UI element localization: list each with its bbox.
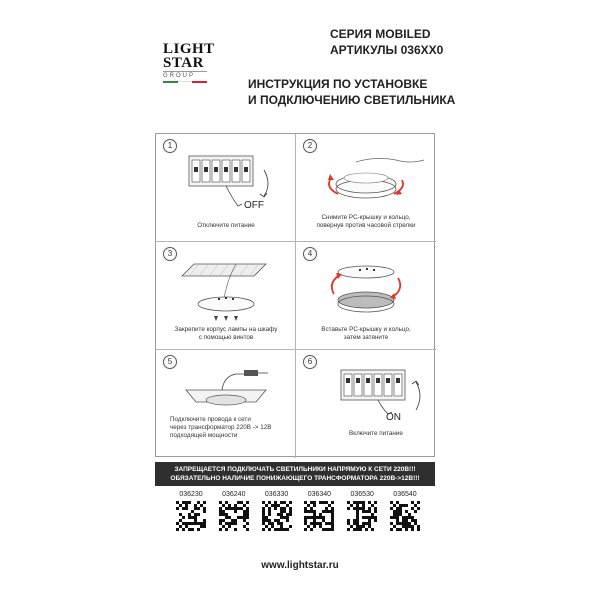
state-label-off: OFF xyxy=(244,200,264,211)
italian-flag-icon xyxy=(163,81,207,83)
step-caption xyxy=(296,326,436,342)
step-caption xyxy=(156,326,296,342)
code-label: 036340 xyxy=(307,491,332,498)
warning-line-2: ОБЯЗАТЕЛЬНО НАЛИЧИЕ ПОНИЖАЮЩЕГО ТРАНСФОРМАТОРА 220В->12В!!! xyxy=(170,475,420,482)
step-number: 1 xyxy=(163,139,177,153)
logo-group: GROUP xyxy=(163,71,207,79)
step-caption xyxy=(170,416,280,440)
step-3 xyxy=(156,242,296,350)
step-2 xyxy=(296,134,436,242)
step-caption xyxy=(296,214,436,230)
code-label: 036540 xyxy=(393,491,417,498)
step-4 xyxy=(296,242,436,350)
qr-code-icon[interactable] xyxy=(390,501,420,531)
step-number: 3 xyxy=(163,247,177,261)
step-number: 5 xyxy=(163,355,177,369)
caption-line: Включите питание xyxy=(349,430,403,437)
step-number: 2 xyxy=(303,139,317,153)
caption-line: Отключите питание xyxy=(197,222,255,229)
instruction-title xyxy=(248,76,455,108)
code-item xyxy=(387,490,423,531)
qr-code-icon[interactable] xyxy=(304,501,334,531)
caption-line: Снимите PC-крышку и кольцо, xyxy=(321,214,411,221)
header-block xyxy=(330,26,443,58)
breaker-on-icon xyxy=(296,350,436,458)
step-caption xyxy=(306,430,446,438)
caption-line: через трансформатор 220В -> 12В xyxy=(170,424,272,431)
step-1 xyxy=(156,134,296,242)
brand-logo xyxy=(163,42,215,83)
code-item xyxy=(216,490,252,531)
caption-line: с помощью винтов xyxy=(198,334,254,341)
caption-line: повернув против часовой стрелки xyxy=(316,222,416,229)
qr-code-icon[interactable] xyxy=(347,501,377,531)
step-number: 4 xyxy=(303,247,317,261)
code-label: 036530 xyxy=(350,491,374,498)
logo-line-2: STAR xyxy=(163,55,204,71)
step-5 xyxy=(156,350,296,458)
caption-line: Подключите провода к сети xyxy=(170,416,251,423)
code-item xyxy=(259,490,295,531)
code-label: 036240 xyxy=(222,491,246,498)
connect-wires-icon xyxy=(156,350,296,458)
qr-code-icon[interactable] xyxy=(176,501,206,531)
caption-line: подходящей мощности xyxy=(170,432,238,439)
code-label: 036230 xyxy=(179,491,203,498)
articles-title: АРТИКУЛЫ 036XX0 xyxy=(330,43,444,57)
code-item xyxy=(173,490,209,531)
warning-banner xyxy=(155,462,435,486)
instruction-line-1: ИНСТРУКЦИЯ ПО УСТАНОВКЕ xyxy=(248,77,428,91)
qr-code-icon[interactable] xyxy=(219,501,249,531)
code-item xyxy=(301,490,337,531)
warning-line-1: ЗАПРЕЩАЕТСЯ ПОДКЛЮЧАТЬ СВЕТИЛЬНИКИ НАПРЯМУЮ К СЕТИ 220В!!! xyxy=(174,466,416,473)
article-codes xyxy=(173,490,423,531)
caption-line: Закрепите корпус лампы на шкафу xyxy=(174,326,278,333)
state-label-on: ON xyxy=(386,412,401,423)
website-link[interactable]: www.lightstar.ru xyxy=(261,560,339,571)
steps-grid xyxy=(155,133,435,457)
qr-code-icon[interactable] xyxy=(262,501,292,531)
step-number: 6 xyxy=(303,355,317,369)
instruction-line-2: И ПОДКЛЮЧЕНИЮ СВЕТИЛЬНИКА xyxy=(248,93,456,107)
code-label: 036330 xyxy=(264,491,289,498)
caption-line: Вставьте PC-крышку и кольцо, xyxy=(321,326,411,333)
step-6 xyxy=(296,350,436,458)
logo-line-1: LIGHT xyxy=(163,41,215,57)
code-item xyxy=(344,490,380,531)
caption-line: затем затяните xyxy=(343,334,389,341)
step-caption xyxy=(156,222,296,230)
series-title: СЕРИЯ MOBILED xyxy=(330,27,431,41)
